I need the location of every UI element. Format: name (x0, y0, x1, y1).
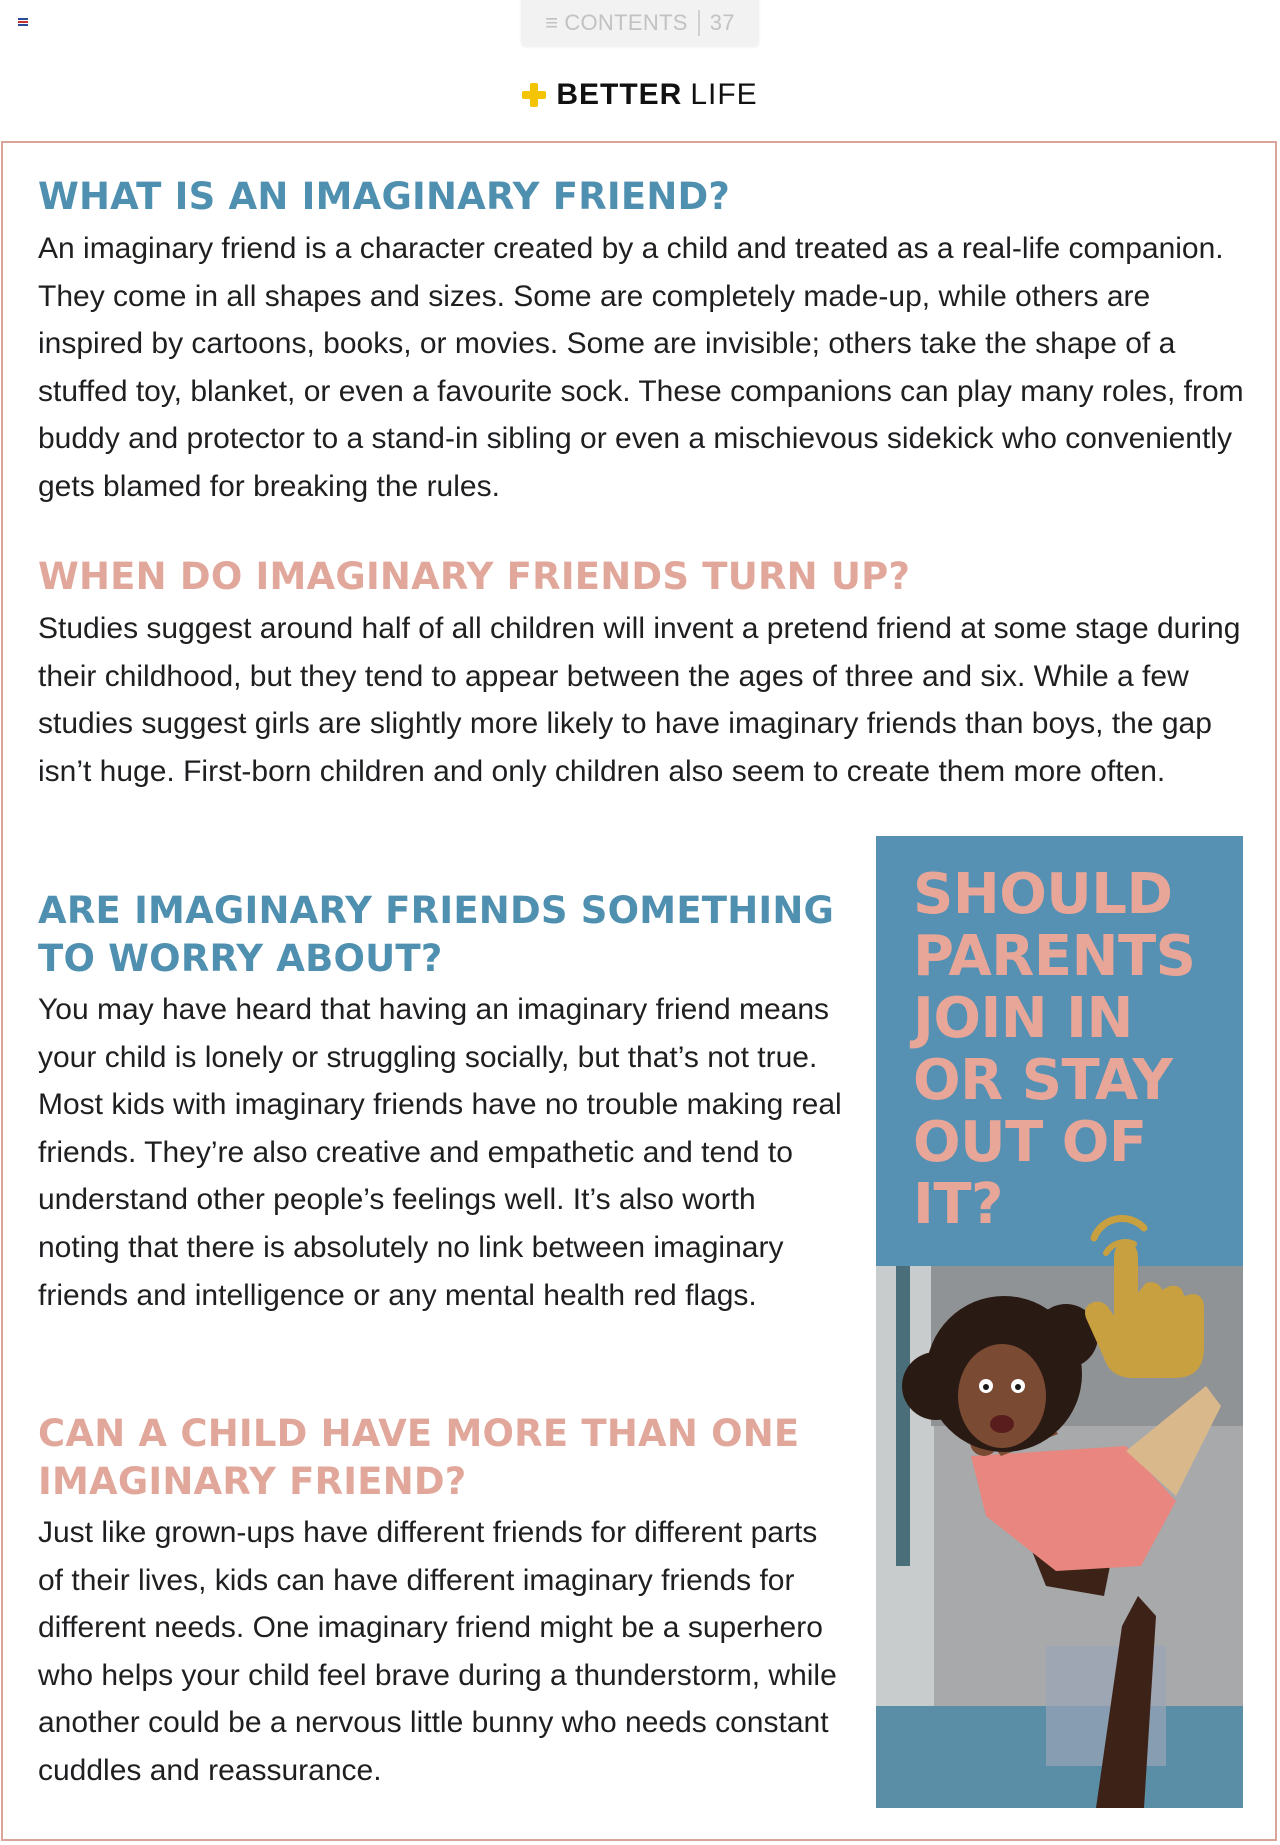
contents-button[interactable] (521, 0, 759, 46)
section-heading: ARE IMAGINARY FRIENDS SOMETHING TO WORRY ABOUT? (38, 889, 835, 980)
section-body: You may have heard that having an imaginary friend means your child is lonely or struggling socially, but that’s not true. Most kids with imaginary friends have no trouble making real friends. They’re also creative and empathetic and tend to understand other people’s feelings well. It’s also worth noting that there is absolutely no link between imaginary friends and intelligence or any mental health red flags. (38, 993, 842, 1312)
sidebar-title: SHOULD PARENTS JOIN IN OR STAY OUT OF IT? (913, 862, 1196, 1237)
section-body: Just like grown-ups have different friends for different parts of their lives, kids can have different imaginary friends for different needs. One imaginary friend might be a superhero who helps your child feel brave during a thunderstorm, while another could be a nervous little bunny who needs constant cuddles and reassurance. (38, 1516, 837, 1787)
menu-icon[interactable] (18, 18, 28, 26)
page-number: 37 (709, 10, 735, 35)
section-heading: WHAT IS AN IMAGINARY FRIEND? (38, 175, 731, 218)
contents-label: CONTENTS (564, 10, 688, 35)
brand-light: LIFE (690, 78, 758, 111)
brand-bold: BETTER (556, 78, 683, 111)
section-body: An imaginary friend is a character created by a child and treated as a real-life companion. They come in all shapes and sizes. Some are completely made-up, while others are inspired by cartoons, books, or movies. Some are invisible; others take the shape of a stuffed toy, blanket, or even a favourite sock. These companions can play many roles, from buddy and protector to a stand-in sibling or even a mischievous sidekick who conveniently gets blamed for breaking the rules. (38, 232, 1244, 503)
section-body: Studies suggest around half of all children will invent a pretend friend at some stage during their childhood, but they tend to appear between the ages of three and six. While a few studies suggest girls are slightly more likely to have imaginary friends than boys, the gap isn’t huge. First-born children and only children also seem to create them more often. (38, 612, 1241, 788)
plus-icon (522, 83, 546, 107)
brand-logo (0, 78, 1280, 112)
section-heading: WHEN DO IMAGINARY FRIENDS TURN UP? (38, 555, 911, 598)
section-heading: CAN A CHILD HAVE MORE THAN ONE IMAGINARY FRIEND? (38, 1412, 800, 1503)
sidebar-callout (876, 836, 1243, 1808)
list-icon: ≡ (545, 10, 559, 35)
divider (698, 10, 700, 36)
tap-hand-icon (1074, 1198, 1214, 1378)
